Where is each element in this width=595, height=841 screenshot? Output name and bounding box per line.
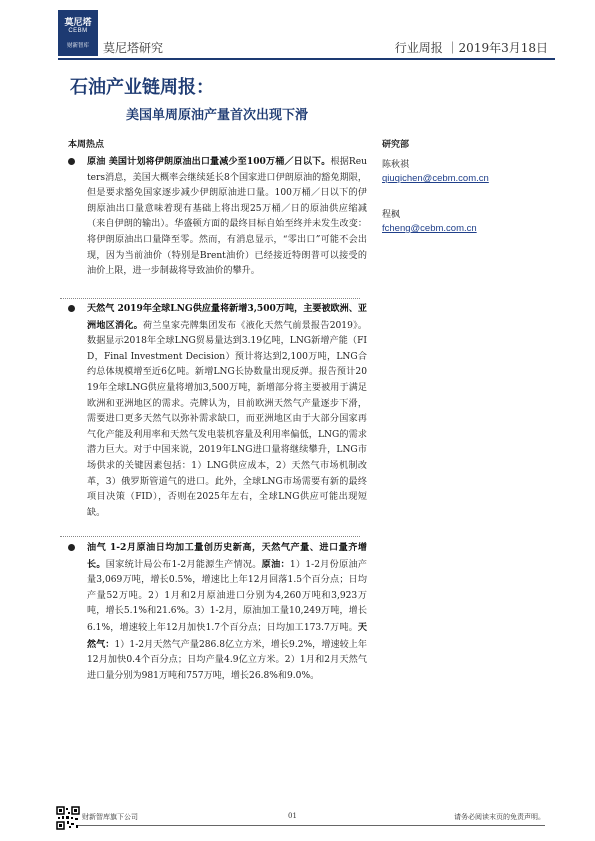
section-label: 本周热点 xyxy=(68,140,105,150)
qr-code-icon xyxy=(56,806,80,830)
topic-body-crude: 1）1-2月份原油产量3,069万吨，增长0.5%，增速比上年12月回落1.5个百分点；日均产量52万吨。2）1月和2月原油进口分别为4,260万吨和3,923万吨，增长5.1%和21.6%。3）1-2月，原油加工量10,249万吨，增长6.1%，增速较上年12月加快1.7个百分点；日均加工173.7万吨。 xyxy=(87,559,367,633)
analyst-email-link[interactable]: fcheng@cebm.com.cn xyxy=(382,223,477,234)
bullet-dot-icon xyxy=(68,544,75,551)
topic-paragraph xyxy=(87,301,367,521)
company-logo xyxy=(58,10,98,56)
department-label: 研究部 xyxy=(382,140,410,150)
analyst-entry xyxy=(382,208,542,236)
page-number: 01 xyxy=(288,812,297,820)
topic-body: 荷兰皇家壳牌集团发布《液化天然气前景报告2019》。数据显示2018年全球LNG贸易量达到3.19亿吨，LNG新增产能（FID，Final Investment Decision）预计将达到2,100万吨，LNG合约总体规模增至近6亿吨。新增LNG长协数量出现反弹。报告预计2019年全球LNG供应量将增加3,500万吨，新增部分将主要被用于满足欧洲和亚洲地区的需求。壳牌认为，目前欧洲天然气产量逐步下滑，需要进口更多天然气以弥补需求缺口，而亚洲地区由于大部分国家再气化产能及利用率和天然气发电装机容量及利用率偏低，LNG的需求潜力巨大。对于中国来说，2019年LNG进口量将继续攀升，LNG市场供求的关键因素包括：1）LNG供应成本，2）天然气市场机制改革，3）俄罗斯管道气的进口。此外，全球LNG市场需要有新的最终项目决策（FID），否则在2025年左右，全球LNG供应可能出现短缺。 xyxy=(87,320,367,518)
brand-name: 莫尼塔研究 xyxy=(103,41,164,55)
topic-headline: 原油 美国计划将伊朗原油出口量减少至100万桶／日以下。 xyxy=(87,156,331,167)
analyst-name: 陈秋祺 xyxy=(382,160,410,170)
crude-label: 原油： xyxy=(261,558,290,570)
logo-text-en: CEBM xyxy=(68,28,88,34)
footer-divider xyxy=(78,825,545,826)
analyst-email-link[interactable]: qiuqichen@cebm.com.cn xyxy=(382,173,489,184)
gas-label: 天然气： xyxy=(87,621,367,650)
analyst-entry xyxy=(382,158,542,186)
topic-headline: 天然气 2019年全球LNG供应量将新增3,500万吨，主要被欧洲、亚洲地区消化。 xyxy=(87,303,367,331)
topic-headline: 油气 1-2月原油日均加工量创历史新高，天然气产量、进口量齐增长。 xyxy=(87,542,367,570)
section-divider xyxy=(60,298,360,299)
report-type-date: 行业周报 ｜2019年3月18日 xyxy=(394,41,548,55)
hot-topic-oil-gas xyxy=(68,540,367,684)
hot-topic-natural-gas xyxy=(68,301,367,521)
analyst-sidebar xyxy=(382,137,542,258)
logo-text-cn: 莫尼塔 xyxy=(64,17,92,27)
header-divider xyxy=(58,58,555,60)
page-title: 石油产业链周报： xyxy=(70,77,214,98)
topic-paragraph xyxy=(87,540,367,684)
footer-company: 财新智库旗下公司 xyxy=(82,813,138,821)
topic-body-gas: 1）1-2月天然气产量286.8亿立方米，增长9.2%，增速较上年12月加快0.4个百分点；日均产量4.9亿立方米。2）1月和2月天然气进口量分别为981万吨和757万吨，增长26.8%和9.0%。 xyxy=(87,639,367,681)
logo-text-sub: 财新智库 xyxy=(66,43,89,49)
topic-body-intro: 国家统计局公布1-2月能源生产情况。 xyxy=(105,559,262,570)
topic-paragraph xyxy=(87,154,367,280)
section-divider xyxy=(60,536,360,537)
page-subtitle: 美国单周原油产量首次出现下滑 xyxy=(126,108,309,123)
hot-topic-crude-oil xyxy=(68,154,367,280)
analyst-name: 程枫 xyxy=(382,210,401,220)
bullet-dot-icon xyxy=(68,158,75,165)
footer-disclaimer: 请务必阅读末页的免责声明。 xyxy=(454,813,545,821)
bullet-dot-icon xyxy=(68,305,75,312)
topic-body: 根据Reuters消息，美国大概率会继续延长8个国家进口伊朗原油的豁免期限，但是要求豁免国家逐步减少伊朗原油进口量。100万桶／日以下的伊朗原油出口量意味着现有基础上将出现25万桶／日的原油供应缩减（来自伊朗的输出）。华盛顿方面的最终目标自始至终并未发生改变：将伊朗原油出口量降至零。然而，有消息显示，“零出口”可能不会出现，因为当前油价（特别是Brent油价）已经接近特朗普可以接受的油价上限，进一步制裁将导致油价的攀升。 xyxy=(87,157,367,277)
